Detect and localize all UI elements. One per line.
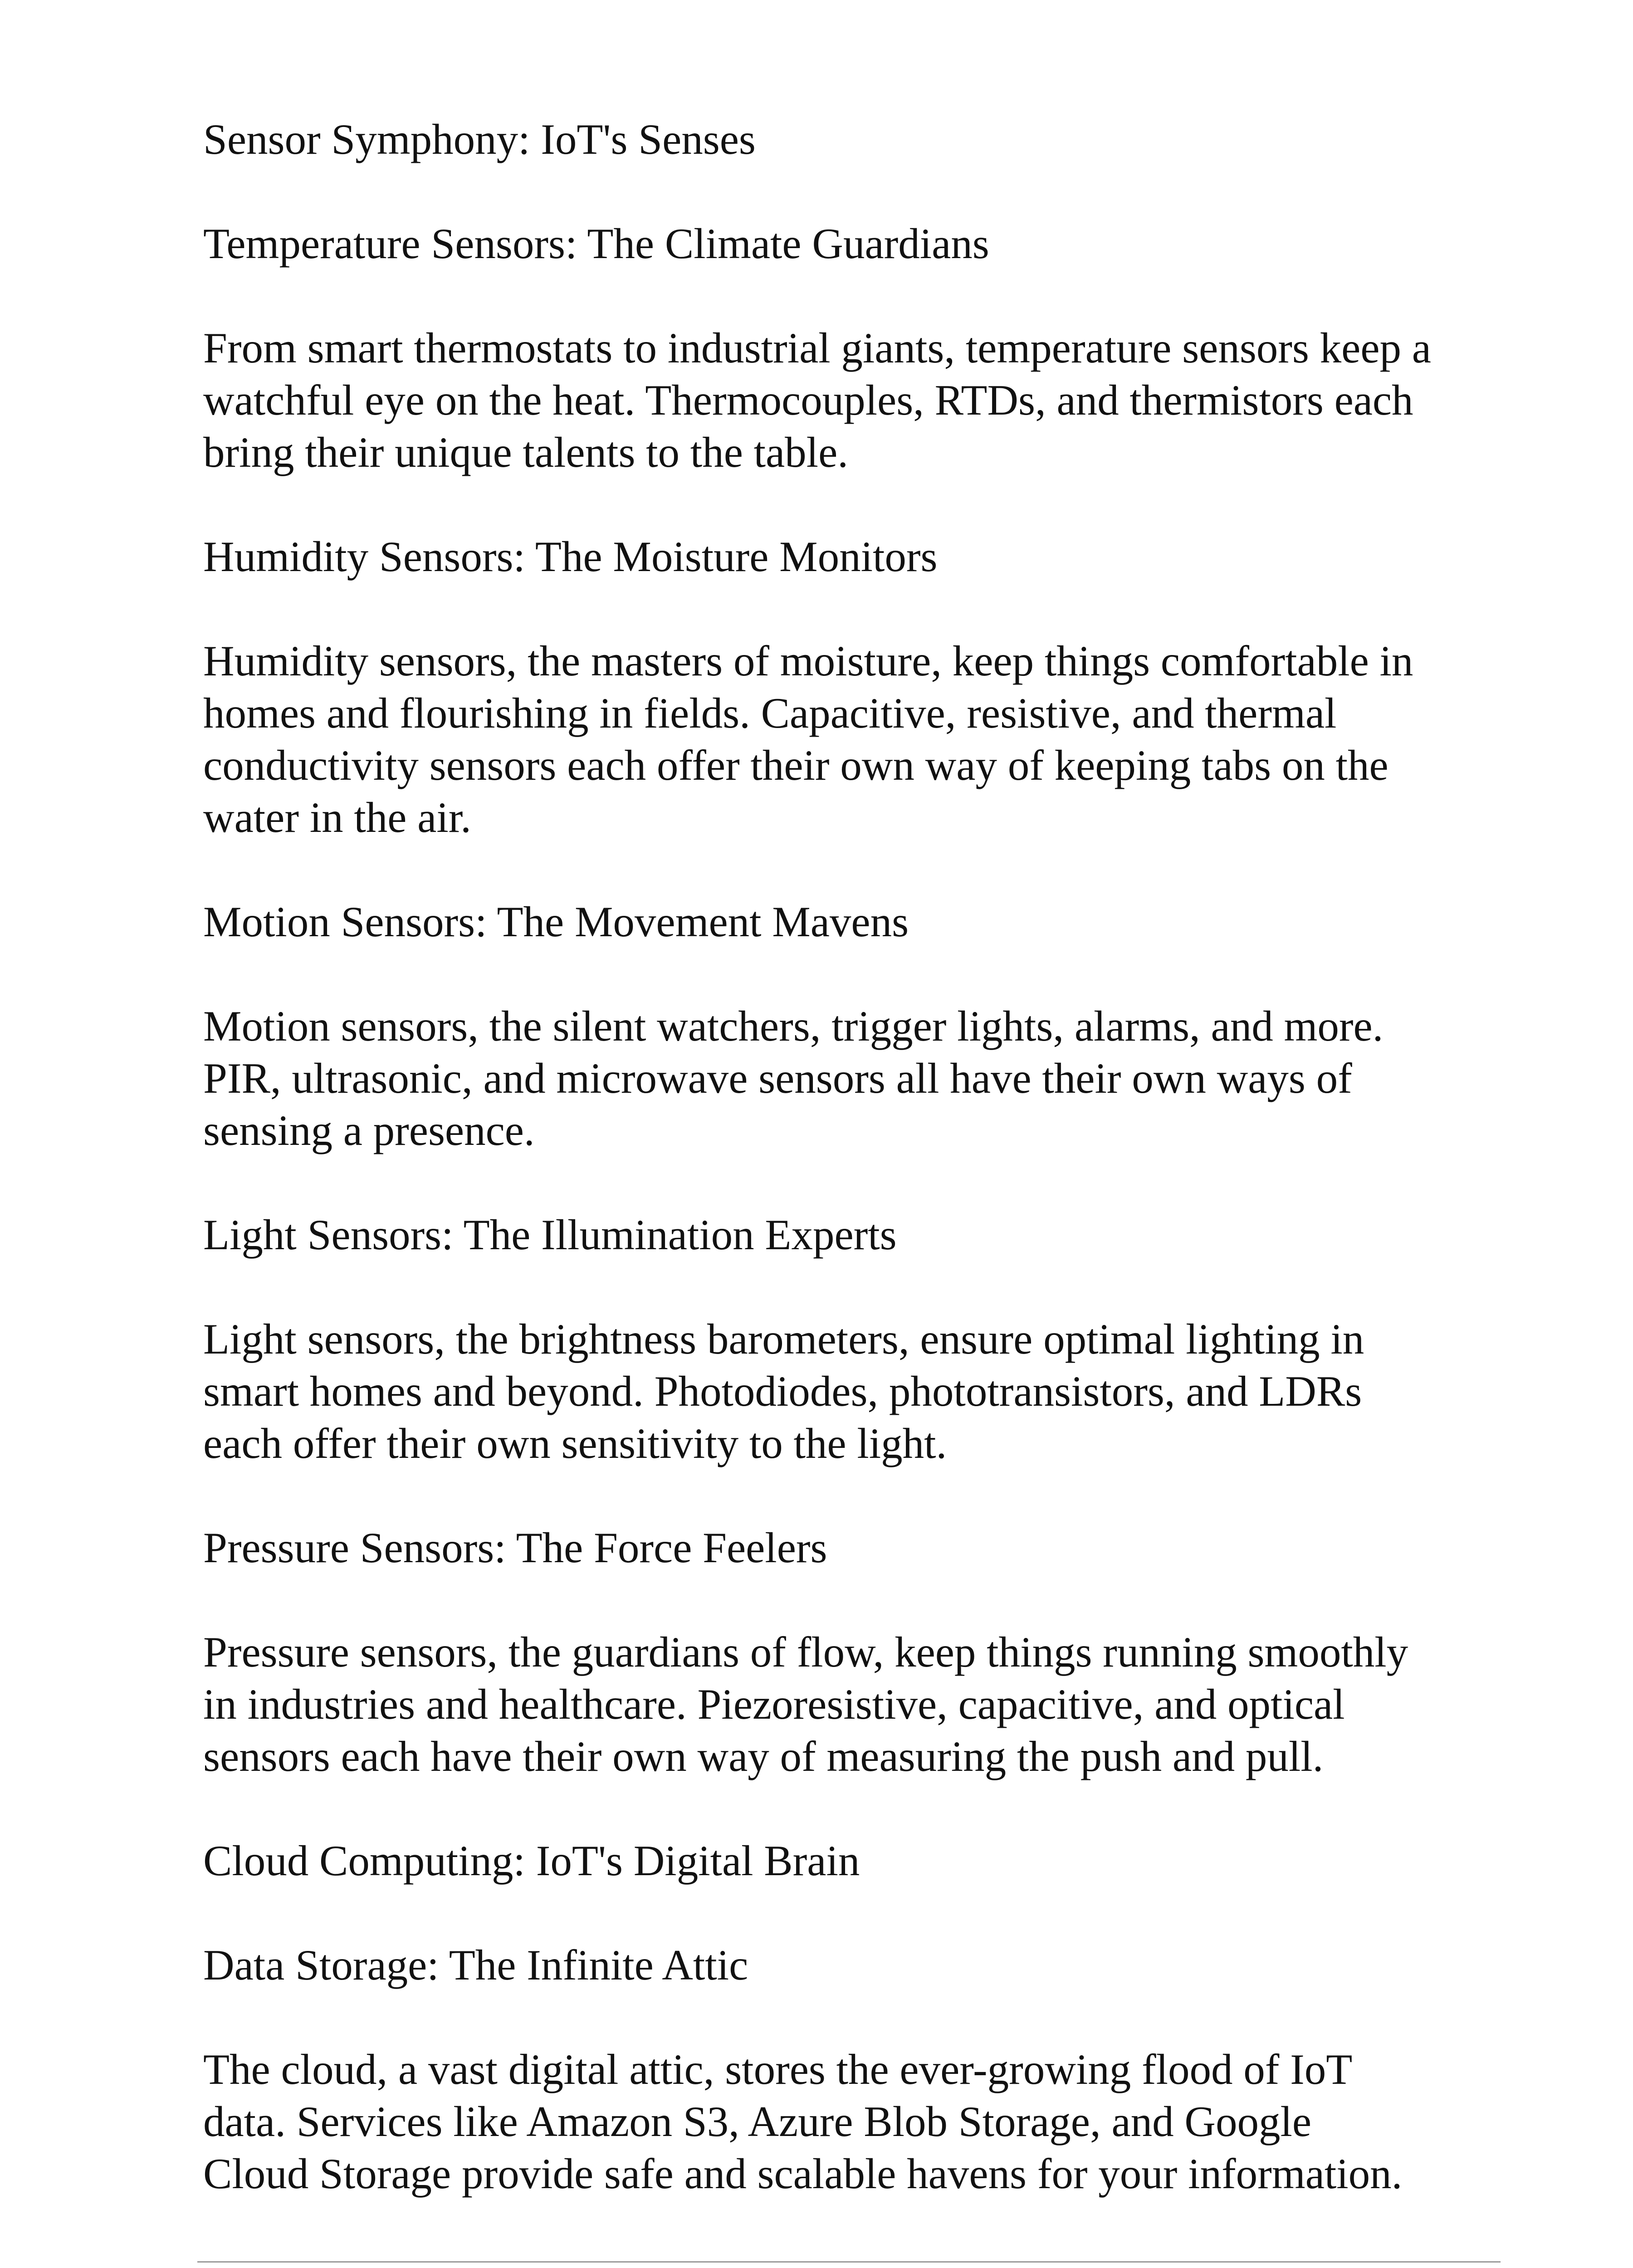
text-line: conductivity sensors each offer their own way of keeping tabs on the	[203, 741, 1389, 789]
body-paragraph	[203, 1313, 1519, 1470]
section-heading	[203, 896, 1519, 948]
section-heading	[203, 1209, 1519, 1261]
text-line: water in the air.	[203, 793, 471, 841]
text-line: data. Services like Amazon S3, Azure Blob Storage, and Google	[203, 2097, 1312, 2146]
text-line: smart homes and beyond. Photodiodes, phototransistors, and LDRs	[203, 1367, 1362, 1415]
text-line: Motion Sensors: The Movement Mavens	[203, 898, 909, 946]
text-line: From smart thermostats to industrial giants, temperature sensors keep a	[203, 324, 1431, 372]
text-line: Data Storage: The Infinite Attic	[203, 1941, 748, 1989]
page-body	[203, 113, 1519, 2252]
body-paragraph	[203, 1000, 1519, 1157]
text-line: Humidity Sensors: The Moisture Monitors	[203, 533, 938, 581]
section-heading	[203, 1939, 1519, 1991]
text-line: watchful eye on the heat. Thermocouples, RTDs, and thermistors each	[203, 376, 1413, 424]
body-paragraph	[203, 322, 1519, 479]
text-line: sensors each have their own way of measuring the push and pull.	[203, 1732, 1324, 1780]
text-line: Temperature Sensors: The Climate Guardians	[203, 220, 989, 268]
body-paragraph	[203, 635, 1519, 844]
body-paragraph	[203, 2043, 1519, 2200]
section-heading	[203, 113, 1519, 166]
footer-divider	[197, 2261, 1501, 2263]
text-line: Cloud Computing: IoT's Digital Brain	[203, 1837, 860, 1885]
section-heading	[203, 531, 1519, 583]
text-line: Light sensors, the brightness barometers, ensure optimal lighting in	[203, 1315, 1364, 1363]
text-line: Light Sensors: The Illumination Experts	[203, 1211, 897, 1259]
text-line: homes and flourishing in fields. Capacitive, resistive, and thermal	[203, 689, 1337, 737]
section-heading	[203, 218, 1519, 270]
text-line: Sensor Symphony: IoT's Senses	[203, 115, 756, 163]
text-line: PIR, ultrasonic, and microwave sensors all have their own ways of	[203, 1054, 1352, 1102]
text-line: The cloud, a vast digital attic, stores the ever-growing flood of IoT	[203, 2045, 1353, 2093]
text-line: Motion sensors, the silent watchers, trigger lights, alarms, and more.	[203, 1002, 1384, 1050]
text-line: Humidity sensors, the masters of moisture, keep things comfortable in	[203, 637, 1413, 685]
body-paragraph	[203, 1626, 1519, 1783]
text-line: Cloud Storage provide safe and scalable havens for your information.	[203, 2150, 1403, 2198]
section-heading	[203, 1835, 1519, 1887]
text-line: sensing a presence.	[203, 1106, 535, 1154]
text-line: bring their unique talents to the table.	[203, 428, 848, 476]
text-line: each offer their own sensitivity to the light.	[203, 1419, 947, 1467]
text-line: Pressure Sensors: The Force Feelers	[203, 1524, 827, 1572]
text-line: Pressure sensors, the guardians of flow, keep things running smoothly	[203, 1628, 1408, 1676]
section-heading	[203, 1522, 1519, 1574]
text-line: in industries and healthcare. Piezoresistive, capacitive, and optical	[203, 1680, 1345, 1728]
